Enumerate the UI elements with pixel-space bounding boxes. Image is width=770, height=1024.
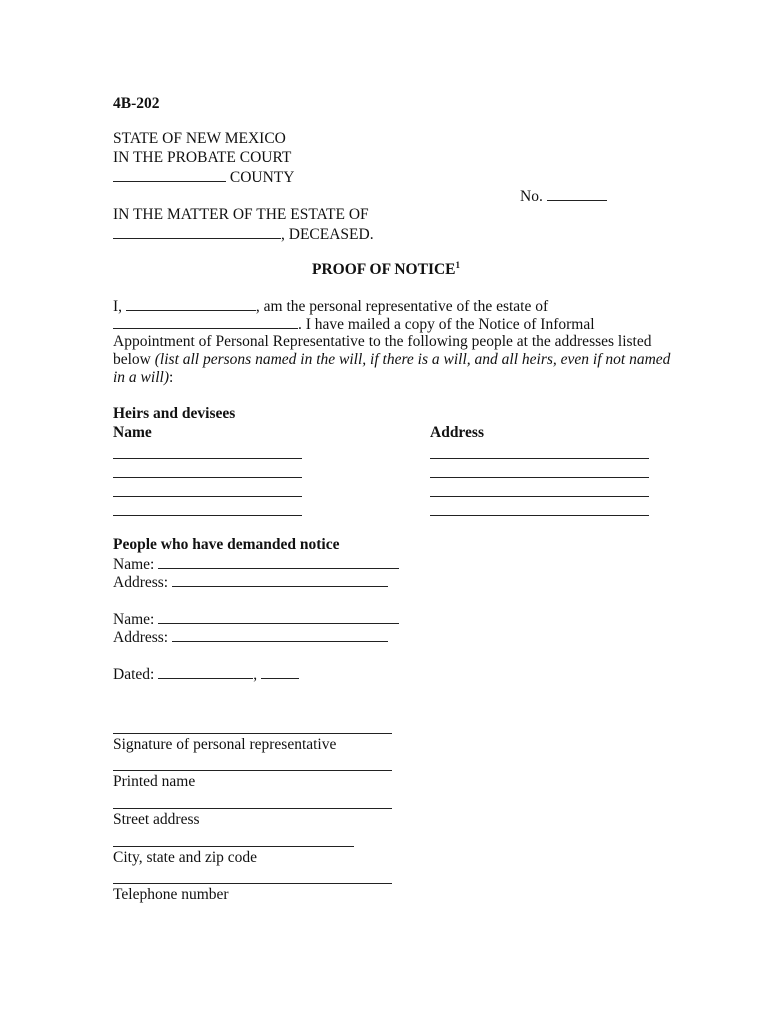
title-text: PROOF OF NOTICE (312, 261, 456, 278)
body-line5-colon: : (168, 369, 174, 386)
demanded-address-row-2 (113, 628, 388, 647)
caption-county-line (113, 168, 294, 187)
street-address-label: Street address (113, 811, 200, 828)
demanded-address-blank-1[interactable] (172, 573, 388, 587)
body-line-2 (113, 315, 595, 334)
county-label: COUNTY (229, 169, 295, 186)
body-line-5 (113, 369, 173, 387)
heir-name-line-3[interactable] (113, 496, 302, 497)
demanded-heading: People who have demanded notice (113, 536, 340, 553)
signature-line[interactable] (113, 733, 392, 734)
dated-year-blank[interactable] (261, 665, 299, 679)
demanded-address-blank-2[interactable] (172, 628, 388, 642)
dated-comma: , (253, 666, 258, 683)
document-title (312, 261, 460, 279)
deceased-label: , DECEASED. (281, 226, 374, 243)
heir-address-line-2[interactable] (430, 477, 649, 478)
body-line-3: Appointment of Personal Representative to the following people at the addresses listed (113, 333, 652, 350)
estate-name-blank[interactable] (113, 315, 298, 329)
heirs-heading: Heirs and devisees (113, 405, 236, 422)
case-number-line (520, 187, 607, 206)
demanded-address-label: Address: (113, 574, 169, 591)
heir-name-line-2[interactable] (113, 477, 302, 478)
body-line1-text: , am the personal representative of the estate of (255, 298, 549, 315)
demanded-name-row-2 (113, 610, 399, 629)
heir-address-line-1[interactable] (430, 458, 649, 459)
body-line4-plain: below (113, 351, 155, 368)
demanded-name-label: Name: (113, 556, 155, 573)
footnote-marker: 1 (455, 260, 461, 270)
case-number-label: No. (520, 188, 543, 205)
demanded-name-label: Name: (113, 611, 155, 628)
body-line-4 (113, 351, 670, 369)
demanded-address-label: Address: (113, 629, 169, 646)
case-number-blank[interactable] (547, 187, 607, 201)
signature-label: Signature of personal representative (113, 736, 337, 753)
dated-label: Dated: (113, 666, 155, 683)
demanded-name-blank-2[interactable] (158, 610, 399, 624)
demanded-name-row-1 (113, 555, 399, 574)
body-line-1 (113, 297, 548, 316)
city-state-zip-label: City, state and zip code (113, 849, 258, 866)
body-line4-italic: (list all persons named in the will, if there is a will, and all heirs, even if not named (154, 351, 671, 368)
caption-matter: IN THE MATTER OF THE ESTATE OF (113, 206, 369, 223)
heir-name-line-1[interactable] (113, 458, 302, 459)
representative-name-blank[interactable] (126, 297, 256, 311)
city-state-zip-line[interactable] (113, 846, 354, 847)
county-blank[interactable] (113, 168, 226, 182)
printed-name-label: Printed name (113, 773, 196, 790)
heir-address-line-4[interactable] (430, 515, 649, 516)
form-number: 4B-202 (113, 95, 160, 112)
street-address-line[interactable] (113, 808, 392, 809)
deceased-line (113, 225, 374, 244)
heir-address-line-3[interactable] (430, 496, 649, 497)
body-line2-text: . I have mailed a copy of the Notice of Informal (298, 316, 595, 333)
dated-month-day-blank[interactable] (158, 665, 253, 679)
body-line5-italic: in a will) (113, 369, 169, 386)
heirs-name-header: Name (113, 424, 152, 441)
caption-court: IN THE PROBATE COURT (113, 149, 292, 166)
caption-state: STATE OF NEW MEXICO (113, 130, 286, 147)
telephone-label: Telephone number (113, 886, 229, 903)
printed-name-line[interactable] (113, 770, 392, 771)
heir-name-line-4[interactable] (113, 515, 302, 516)
body-i: I, (113, 298, 123, 315)
demanded-name-blank-1[interactable] (158, 555, 399, 569)
dated-row (113, 665, 299, 684)
demanded-address-row-1 (113, 573, 388, 592)
decedent-name-blank[interactable] (113, 225, 281, 239)
telephone-line[interactable] (113, 883, 392, 884)
heirs-address-header: Address (430, 424, 484, 441)
